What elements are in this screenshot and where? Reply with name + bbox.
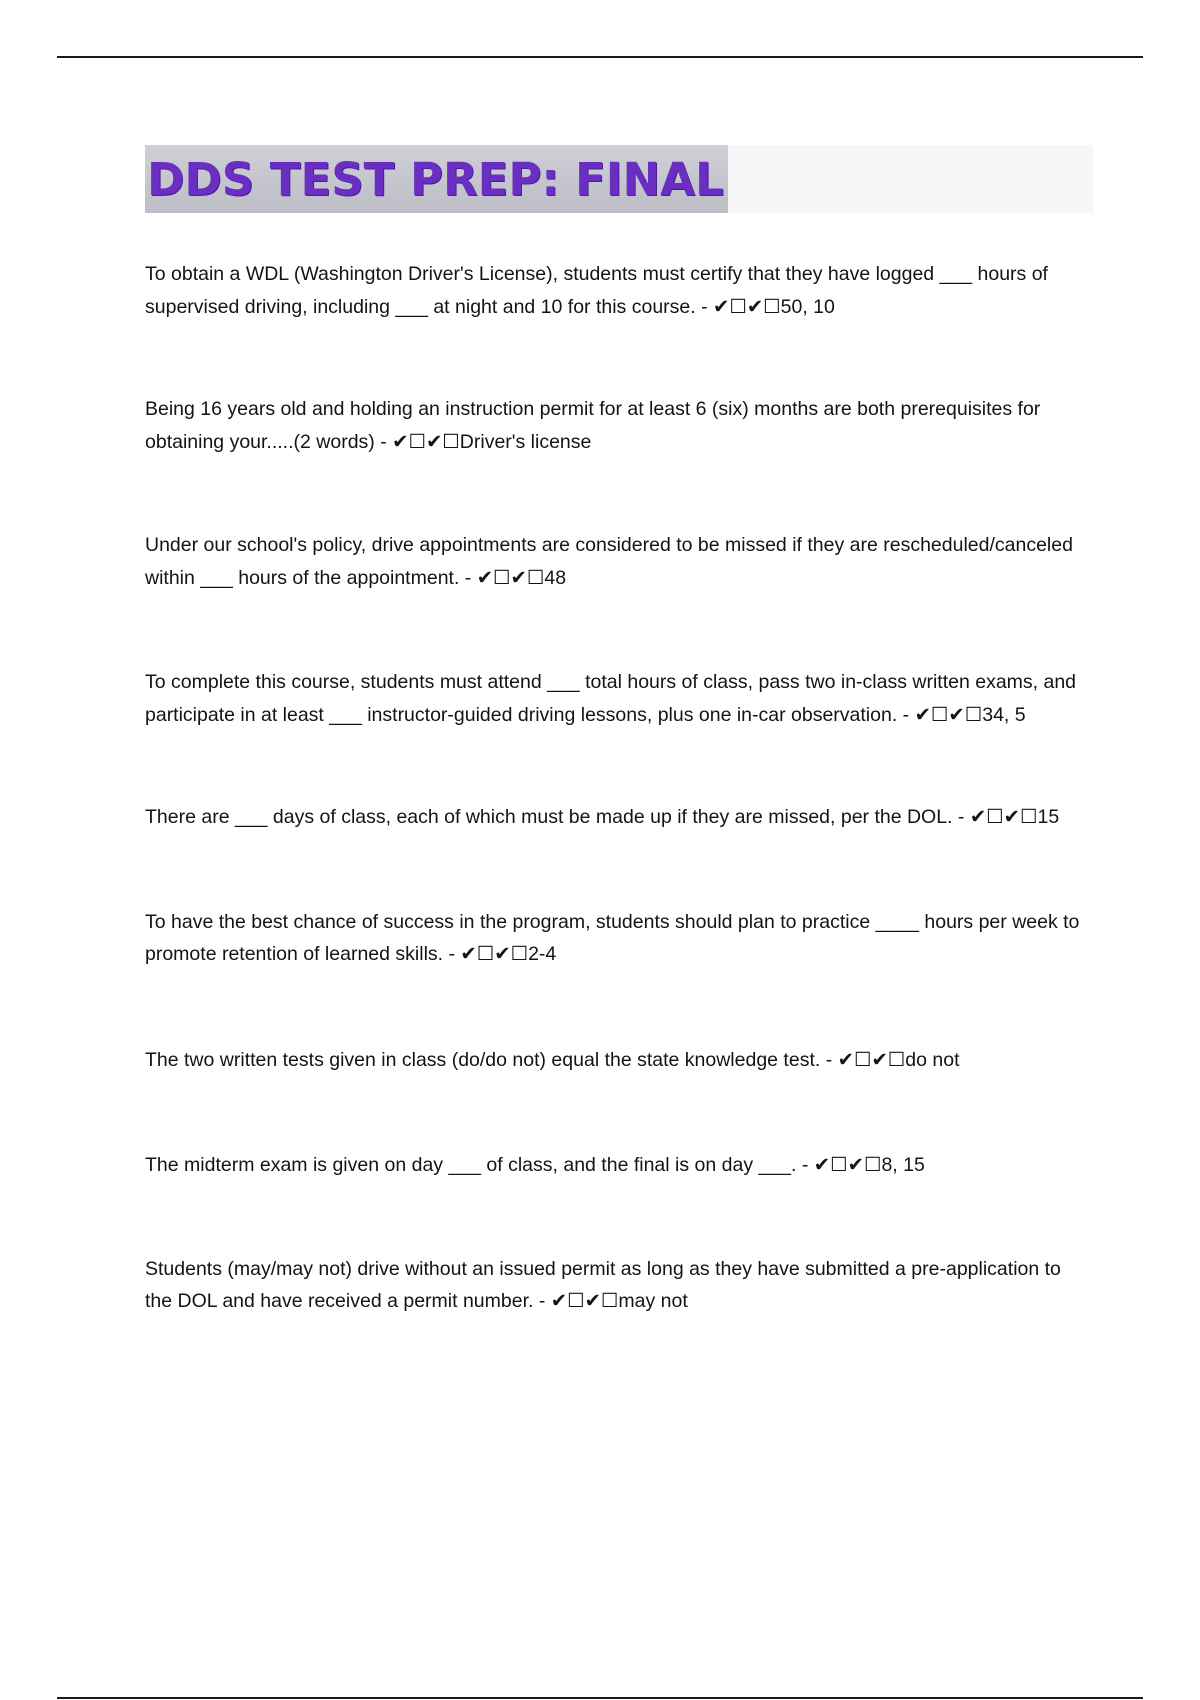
answer-separator: - <box>374 430 393 453</box>
question-text: To complete this course, students must attend ___ total hours of class, pass two in-class written exams, and participate in at least ___ instructor-guided driving lessons, plus one in-car observation. <box>145 671 1077 726</box>
answer-text: may not <box>618 1290 688 1312</box>
answer-separator: - <box>459 566 477 589</box>
answer-separator: - <box>533 1290 551 1312</box>
check-marks: ✔☐✔☐ <box>476 566 545 589</box>
check-marks: ✔☐✔☐ <box>392 430 460 453</box>
title-highlight <box>145 145 728 213</box>
question-item <box>145 529 1090 594</box>
answer-separator: - <box>695 295 714 318</box>
question-text: There are ___ days of class, each of which must be made up if they are missed, per the DOL. <box>145 806 953 828</box>
check-marks: ✔☐✔☐ <box>969 806 1038 828</box>
question-text: Under our school's policy, drive appointments are considered to be missed if they are rescheduled/canceled within ___ hours of the appointment. <box>145 534 1073 589</box>
question-text: To obtain a WDL (Washington Driver's License), students must certify that they have logged ___ hours of supervised driving, including ___ at night and 10 for this course. <box>145 263 1048 318</box>
page-title: DDS TEST PREP: FINAL <box>147 152 724 206</box>
answer-text: 2-4 <box>528 943 557 965</box>
question-list <box>145 258 1090 1318</box>
check-marks: ✔☐✔☐ <box>550 1290 619 1312</box>
answer-separator: - <box>443 943 461 965</box>
answer-text: 48 <box>544 566 567 589</box>
answer-text: Driver's license <box>459 430 592 453</box>
answer-text: 50, 10 <box>780 295 835 318</box>
question-text: The two written tests given in class (do/do not) equal the state knowledge test. <box>145 1048 821 1071</box>
question-text: Being 16 years old and holding an instruction permit for at least 6 (six) months are both prerequisites for obtaining your.....(2 words) <box>145 398 1041 453</box>
check-marks: ✔☐✔☐ <box>460 943 529 965</box>
answer-text: 15 <box>1037 806 1060 828</box>
question-item <box>145 1253 1090 1318</box>
question-text: Students (may/may not) drive without an issued permit as long as they have submitted a pre-application to the DOL and have received a permit number. <box>145 1257 1061 1312</box>
answer-text: 34, 5 <box>982 703 1026 726</box>
answer-text: 8, 15 <box>881 1154 925 1176</box>
check-marks: ✔☐✔☐ <box>914 703 983 726</box>
check-marks: ✔☐✔☐ <box>813 1154 882 1176</box>
question-item <box>145 1044 1090 1077</box>
question-text: To have the best chance of success in the program, students should plan to practice ____ hours per week to promote retention of learned skills. <box>145 910 1080 965</box>
question-text: The midterm exam is given on day ___ of class, and the final is on day ___. <box>145 1154 797 1176</box>
answer-separator: - <box>897 703 915 726</box>
page-top-rule <box>57 56 1143 58</box>
question-item <box>145 1149 1090 1182</box>
answer-text: do not <box>905 1048 960 1071</box>
answer-separator: - <box>820 1048 838 1071</box>
question-item <box>145 906 1090 971</box>
question-item <box>145 801 1090 834</box>
check-marks: ✔☐✔☐ <box>837 1048 906 1071</box>
question-item <box>145 393 1090 458</box>
page-bottom-rule <box>57 1697 1143 1699</box>
answer-separator: - <box>952 806 970 828</box>
check-marks: ✔☐✔☐ <box>713 295 781 318</box>
question-item <box>145 258 1090 323</box>
question-item <box>145 666 1090 731</box>
answer-separator: - <box>796 1154 814 1176</box>
